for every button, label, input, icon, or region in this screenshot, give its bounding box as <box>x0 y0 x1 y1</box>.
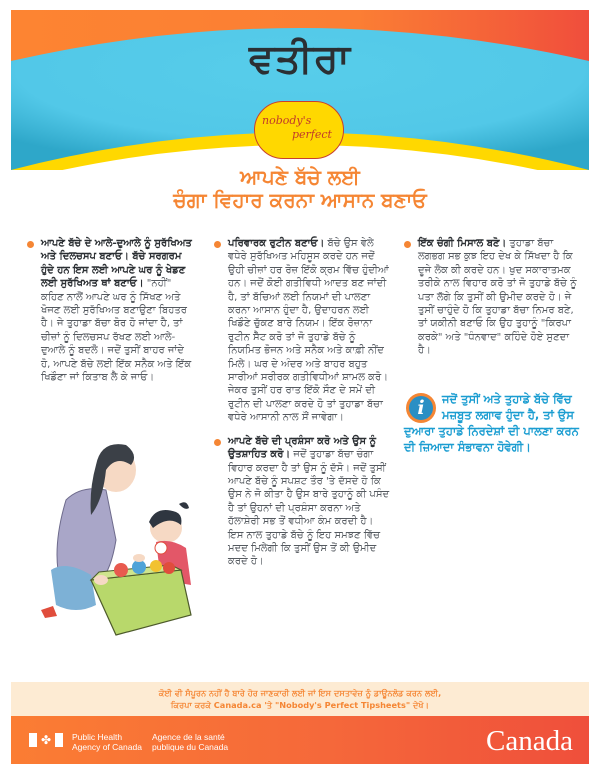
tip-body: ਤੁਹਾਡਾ ਬੱਚਾ ਲਗਭਗ ਸਭ ਕੁਝ ਇਹ ਦੇਖ ਕੇ ਸਿੱਖਦਾ ਹੈ ਕਿ ਦੂਜੇ ਲੋਕ ਕੀ ਕਰਦੇ ਹਨ। ਖੁਦ ਸਕਾਰਾਤਮਕ ਤਰੀਕੇ ਨਾਲ ਵਿਹਾਰ ਕਰੋ ਤਾਂ ਜੋ ਤੁਹਾਡੇ ਬੱਚੇ ਨੂੰ ਪਤਾ ਲੱਗੇ ਕਿ ਤੁਸੀਂ ਕੀ ਉਮੀਦ ਕਰਦੇ ਹੋ। ਜੇ ਤੁਸੀਂ ਚਾਹੁੰਦੇ ਹੋ ਕਿ ਤੁਹਾਡਾ ਬੱਚਾ ਨਿਮਰ ਬਣੇ, ਤਾਂ ਯਕੀਨੀ ਬਣਾਓ ਕਿ ਉਹ ਤੁਹਾਨੂੰ "ਕਿਰਪਾ ਕਰਕੇ" ਅਤੇ "ਧੰਨਵਾਦ" ਕਹਿੰਦੇ ਹੋਏ ਸੁਣਦਾ ਹੈ। <box>418 238 577 357</box>
bullet-icon <box>214 439 221 446</box>
bullet-icon <box>214 241 221 248</box>
page-title: ਵਤੀਰਾ <box>249 36 351 82</box>
column-3 <box>401 237 583 368</box>
canada-wordmark: Canada <box>486 725 573 757</box>
subtitle-line1: ਆਪਣੇ ਬੱਚੇ ਲਈ <box>240 165 360 189</box>
tip-lead: ਆਪਣੇ ਬੱਚੇ ਦੀ ਪ੍ਰਸ਼ੰਸਾ ਕਰੋ ਅਤੇ ਉਸ ਨੂੰ ਉਤਸ਼ਾਹਿਤ ਕਰੋ। <box>228 435 377 461</box>
column-2 <box>211 237 391 579</box>
illustration-mother-child <box>21 420 211 660</box>
tip-item <box>211 237 391 425</box>
tip-lead: ਆਪਣੇ ਬੱਚੇ ਦੇ ਆਲੇ-ਦੁਆਲੇ ਨੂੰ ਸੁਰੱਖਿਅਤ ਅਤੇ ਦਿਲਚਸਪ ਬਣਾਓ। ਬੱਚੇ ਸਰਗਰਮ ਹੁੰਦੇ ਹਨ ਇਸ ਲਈ ਆਪਣੇ ਘਰ ਨੂੰ ਖੇਡਣ ਲਈ ਸੁਰੱਖਿਅਤ ਥਾਂ ਬਣਾਓ। <box>41 238 192 290</box>
mother-child-image <box>21 420 211 660</box>
bullet-icon <box>404 241 411 248</box>
canada-flag-icon <box>29 733 63 747</box>
nobodys-perfect-logo <box>254 101 344 159</box>
subtitle-line2: ਚੰਗਾ ਵਿਹਾਰ ਕਰਨਾ ਆਸਾਨ ਬਣਾਓ <box>173 188 427 212</box>
info-icon: i <box>406 393 436 423</box>
tip-body: ਜਦੋਂ ਤੁਹਾਡਾ ਬੱਚਾ ਚੰਗਾ ਵਿਹਾਰ ਕਰਦਾ ਹੈ ਤਾਂ ਉਸ ਨੂੰ ਦੱਸੋ। ਜਦੋਂ ਤੁਸੀਂ ਆਪਣੇ ਬੱਚੇ ਨੂੰ ਸਪਸ਼ਟ ਤੌਰ 'ਤੇ ਦੱਸਦੇ ਹੋ ਕਿ ਉਸ ਨੇ ਜੋ ਕੀਤਾ ਹੈ ਉਸ ਬਾਰੇ ਤੁਹਾਨੂੰ ਕੀ ਪਸੰਦ ਹੈ ਤਾਂ ਉਹਨਾਂ ਦੀ ਪ੍ਰਸ਼ੰਸਾ ਕਰਨਾ ਅਤੇ ਹੱਲਾਸ਼ੇਰੀ ਸਭ ਤੋਂ ਵਧੀਆ ਕੰਮ ਕਰਦੀ ਹੈ। ਇਸ ਨਾਲ ਤੁਹਾਡੇ ਬੱਚੇ ਨੂੰ ਇਹ ਸਮਝਣ ਵਿੱਚ ਮਦਦ ਮਿਲੇਗੀ ਕਿ ਤੁਸੀਂ ਉਸ ਤੋਂ ਕੀ ਉਮੀਦ ਕਰਦੇ ਹੋ। <box>228 449 390 568</box>
note-line2: ਕਿਰਪਾ ਕਰਕੇ Canada.ca 'ਤੇ "Nobody's Perfect Tipsheets" ਦੇਖੋ। <box>170 700 430 710</box>
agency-name-en: Public Health Agency of Canada <box>72 732 142 752</box>
header-banner <box>11 10 589 170</box>
info-callout <box>404 391 586 455</box>
tip-body: "ਨਹੀਂ" ਕਹਿਣ ਨਾਲੋਂ ਆਪਣੇ ਘਰ ਨੂੰ ਸਿੱਖਣ ਅਤੇ ਖੋਜਣ ਲਈ ਸੁਰੱਖਿਅਤ ਬਣਾਉਣਾ ਬਿਹਤਰ ਹੈ। ਜੇ ਤੁਹਾਡਾ ਬੱਚਾ ਬੋਰ ਹੋ ਜਾਂਦਾ ਹੈ, ਤਾਂ ਚੀਜ਼ਾਂ ਨੂੰ ਦਿਲਚਸਪ ਰੱਖਣ ਲਈ ਆਲੇ-ਦੁਆਲੇ ਨੂੰ ਬਦਲੋ। ਜਦੋਂ ਤੁਸੀਂ ਬਾਹਰ ਜਾਂਦੇ ਹੋ, ਆਪਣੇ ਬੱਚੇ ਲਈ ਇੱਕ ਸਨੈਕ ਅਤੇ ਇੱਕ ਖਿਡੌਣਾ ਜਾਂ ਕਿਤਾਬ ਲੈ ਕੇ ਜਾਓ। <box>41 278 192 384</box>
bullet-icon <box>27 241 34 248</box>
agency-name-fr: Agence de la santé publique du Canada <box>152 732 229 752</box>
tip-lead: ਇੱਕ ਚੰਗੀ ਮਿਸਾਲ ਬਣੋ। <box>418 238 507 249</box>
tip-item <box>401 237 583 358</box>
tip-body: ਬੱਚੇ ਉਸ ਵੇਲੇ ਵਧੇਰੇ ਸੁਰੱਖਿਅਤ ਮਹਿਸੂਸ ਕਰਦੇ ਹਨ ਜਦੋਂ ਉਹੀ ਚੀਜ਼ਾਂ ਹਰ ਰੋਜ਼ ਇੱਕੋ ਕ੍ਰਮ ਵਿੱਚ ਹੁੰਦੀਆਂ ਹਨ। ਜਦੋਂ ਕੋਈ ਗਤੀਵਿਧੀ ਆਦਤ ਬਣ ਜਾਂਦੀ ਹੈ, ਤਾਂ ਬੱਚਿਆਂ ਲਈ ਨਿਯਮਾਂ ਦੀ ਪਾਲਣਾ ਕਰਨਾ ਆਸਾਨ ਹੁੰਦਾ ਹੈ, ਉਦਾਹਰਨ ਲਈ ਖਿਡੌਣੇ ਚੁੱਕਣ ਬਾਰੇ ਨਿਯਮ। ਇੱਕ ਰੋਜ਼ਾਨਾ ਰੁਟੀਨ ਸੈੱਟ ਕਰੋ ਤਾਂ ਜੋ ਤੁਹਾਡੇ ਬੱਚੇ ਨੂੰ ਨਿਯਮਿਤ ਭੋਜਨ ਅਤੇ ਸਨੈਕ ਅਤੇ ਕਾਫ਼ੀ ਨੀਂਦ ਮਿਲੇ। ਘਰ ਦੇ ਅੰਦਰ ਅਤੇ ਬਾਹਰ ਬਹੁਤ ਸਾਰੀਆਂ ਸਰੀਰਕ ਗਤੀਵਿਧੀਆਂ ਸ਼ਾਮਲ ਕਰੋ। ਜੇਕਰ ਤੁਸੀਂ ਹਰ ਰਾਤ ਇੱਕੋ ਸੌਣ ਦੇ ਸਮੇਂ ਦੀ ਰੁਟੀਨ ਦੀ ਪਾਲਣਾ ਕਰਦੇ ਹੋ ਤਾਂ ਤੁਹਾਡਾ ਬੱਚਾ ਵਧੇਰੇ ਆਸਾਨੀ ਨਾਲ ਸੌਂ ਜਾਵੇਗਾ। <box>228 238 389 424</box>
logo-line1: nobody's <box>262 114 312 127</box>
more-info-note <box>11 682 589 716</box>
maple-leaf-icon: ✤ <box>40 733 52 747</box>
tipsheet-page <box>11 10 589 764</box>
tip-item <box>24 237 196 384</box>
footer-bar <box>11 716 589 764</box>
note-line1: ਕੋਈ ਵੀ ਸੰਪੂਰਨ ਨਹੀਂ ਹੈ ਬਾਰੇ ਹੋਰ ਜਾਣਕਾਰੀ ਲਈ ਜਾਂ ਇਸ ਦਸਤਾਵੇਜ਼ ਨੂੰ ਡਾਊਨਲੋਡ ਕਰਨ ਲਈ, <box>158 688 442 698</box>
column-1 <box>24 237 196 394</box>
logo-line2: perfect <box>292 128 332 141</box>
page-subtitle <box>11 166 589 212</box>
callout-text: ਜਦੋਂ ਤੁਸੀਂ ਅਤੇ ਤੁਹਾਡੇ ਬੱਚੇ ਵਿੱਚ ਮਜ਼ਬੂਤ ਲਗਾਵ ਹੁੰਦਾ ਹੈ, ਤਾਂ ਉਸ ਦੁਆਰਾ ਤੁਹਾਡੇ ਨਿਰਦੇਸ਼ਾਂ ਦੀ ਪਾਲਣਾ ਕਰਨ ਦੀ ਜ਼ਿਆਦਾ ਸੰਭਾਵਨਾ ਹੋਵੇਗੀ। <box>404 392 579 454</box>
tip-item <box>211 435 391 569</box>
tip-lead: ਪਰਿਵਾਰਕ ਰੁਟੀਨ ਬਣਾਓ। <box>228 238 325 249</box>
